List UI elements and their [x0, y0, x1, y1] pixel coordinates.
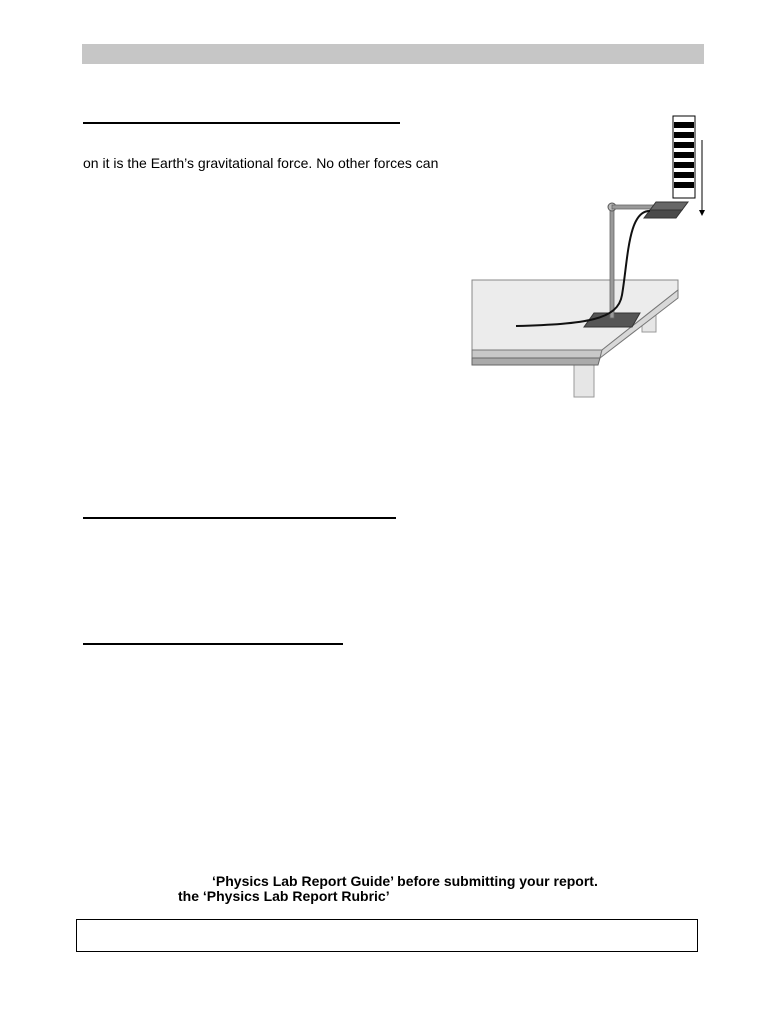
- header-bar: [82, 44, 704, 64]
- report-rubric-note: the ‘Physics Lab Report Rubric’: [178, 888, 390, 904]
- report-guide-note: ‘Physics Lab Report Guide’ before submitting your report.: [212, 873, 598, 889]
- stand-rod: [610, 205, 614, 318]
- intro-text: on it is the Earth’s gravitational force. No other forces can: [83, 155, 439, 171]
- section-heading-rule-3: [83, 643, 343, 645]
- table-underside: [472, 358, 600, 365]
- section-heading-rule-1: [83, 122, 400, 124]
- footer-box: [76, 919, 698, 952]
- table-leg-front: [574, 365, 594, 397]
- ticker-timer-top: [650, 202, 688, 210]
- apparatus-figure: [466, 110, 716, 405]
- table-edge-front: [472, 350, 602, 358]
- section-heading-rule-2: [83, 517, 396, 519]
